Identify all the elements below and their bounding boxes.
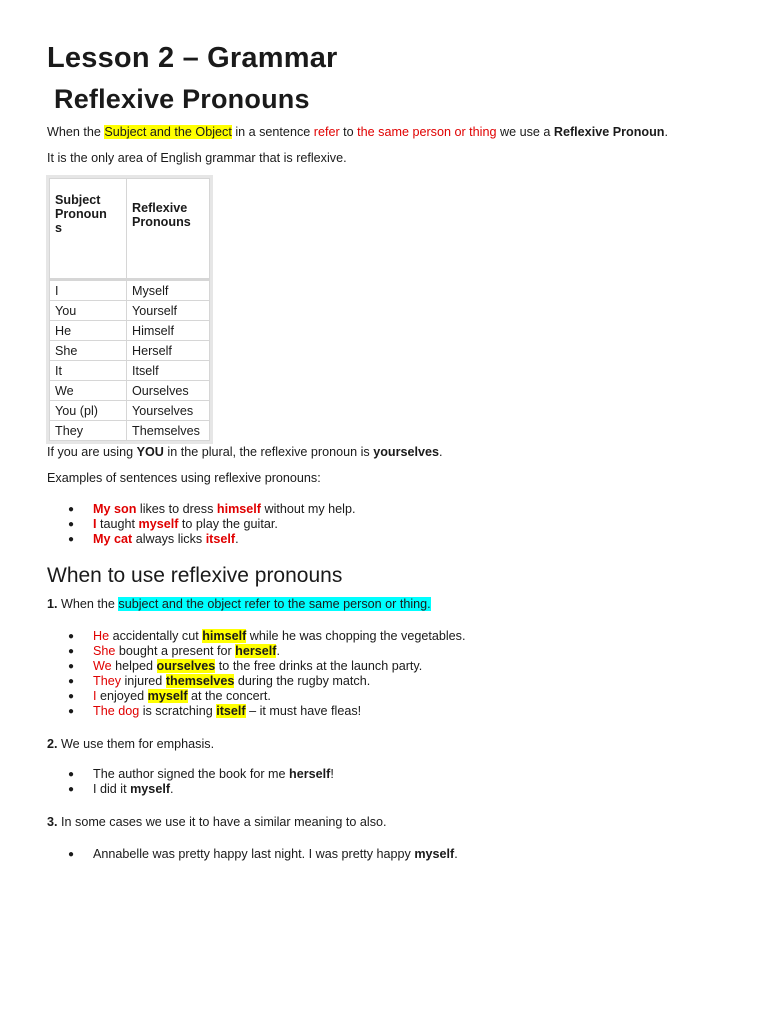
plural-note (47, 444, 443, 460)
table-row (50, 280, 210, 301)
list-item: ● I did it myself. (68, 782, 174, 796)
rule-3: 3. In some cases we use it to have a similar meaning to also. (47, 815, 387, 829)
list-item: ● My son likes to dress himself without my help. (68, 502, 356, 516)
rule-2: 2. We use them for emphasis. (47, 737, 215, 751)
list-item: ● He accidentally cut himself while he was chopping the vegetables. (68, 629, 466, 643)
table-header-reflexive: Reflexive Pronouns (127, 179, 210, 280)
lesson-title: Lesson 2 – Grammar (47, 42, 338, 74)
table-cell: Ourselves (127, 381, 210, 401)
table-cell: Itself (127, 361, 210, 381)
table-row (50, 341, 210, 361)
rule-1-examples (47, 629, 465, 719)
bullet-icon: ● (68, 691, 75, 702)
table-cell: Himself (127, 321, 210, 341)
table-row (50, 361, 210, 381)
table-cell: You (50, 301, 127, 321)
text-run: When the (47, 125, 105, 139)
table-cell: I (50, 280, 127, 301)
rule-1: 1. When the subject and the object refer to the same person or thing. (47, 597, 431, 611)
list-item: ● The dog is scratching itself – it must have fleas! (68, 704, 362, 718)
rule-2-examples (47, 767, 334, 797)
list-item: ● Annabelle was pretty happy last night. I was pretty happy myself. (68, 847, 458, 861)
red-text: the same person or thing (357, 125, 497, 139)
list-item: ● She bought a present for herself. (68, 644, 280, 658)
table-cell: He (50, 321, 127, 341)
list-item: ● We helped ourselves to the free drinks at the launch party. (68, 659, 423, 673)
table-cell: They (50, 421, 127, 441)
bullet-icon: ● (68, 534, 75, 545)
bullet-icon: ● (68, 849, 75, 860)
text-run: in the plural, the reflexive pronoun is (163, 445, 374, 459)
lesson-subtitle: Reflexive Pronouns (54, 84, 310, 114)
list-item: ● I enjoyed myself at the concert. (68, 689, 271, 703)
table-header-subject: Subject Pronoun s (50, 179, 127, 280)
highlighted-text: subject and the object refer to the same person or thing. (118, 597, 431, 611)
table-row (50, 381, 210, 401)
table-header-row (50, 179, 210, 280)
text-run: If you are using (47, 445, 137, 459)
table-cell: Myself (127, 280, 210, 301)
section-heading: When to use reflexive pronouns (47, 564, 343, 587)
table-cell: Themselves (127, 421, 210, 441)
highlighted-text: Subject and the Object (104, 125, 232, 139)
text-run: to (339, 125, 358, 139)
examples-list (47, 502, 355, 547)
bullet-icon: ● (68, 661, 75, 672)
table-row (50, 321, 210, 341)
examples-intro: Examples of sentences using reflexive pronouns: (47, 471, 321, 485)
table-cell: You (pl) (50, 401, 127, 421)
list-item: ● They injured themselves during the rugby match. (68, 674, 371, 688)
bullet-icon: ● (68, 784, 75, 795)
list-item: ● My cat always licks itself. (68, 532, 239, 546)
bullet-icon: ● (68, 769, 75, 780)
rule-3-examples (47, 847, 458, 862)
intro-paragraph (47, 124, 668, 140)
bullet-icon: ● (68, 519, 75, 530)
table-row (50, 301, 210, 321)
bullet-icon: ● (68, 631, 75, 642)
table-row (50, 401, 210, 421)
text-run: . (664, 125, 668, 139)
bullet-icon: ● (68, 646, 75, 657)
table-cell: It (50, 361, 127, 381)
list-item: ● The author signed the book for me herself! (68, 767, 334, 781)
red-text: refer (313, 125, 340, 139)
list-item: ● I taught myself to play the guitar. (68, 517, 278, 531)
table-cell: We (50, 381, 127, 401)
bold-text: Reflexive Pronoun (553, 125, 665, 139)
text-run: we use a (496, 125, 554, 139)
table-cell: She (50, 341, 127, 361)
pronoun-table (49, 178, 210, 441)
bold-text: yourselves (373, 445, 440, 459)
text-run: . (439, 445, 443, 459)
table-cell: Yourself (127, 301, 210, 321)
table-cell: Herself (127, 341, 210, 361)
table-cell: Yourselves (127, 401, 210, 421)
text-run: in a sentence (231, 125, 314, 139)
intro-paragraph-2: It is the only area of English grammar that is reflexive. (47, 151, 347, 165)
bullet-icon: ● (68, 676, 75, 687)
table-row (50, 421, 210, 441)
bullet-icon: ● (68, 504, 75, 515)
bullet-icon: ● (68, 706, 75, 717)
bold-text: YOU (136, 445, 164, 459)
